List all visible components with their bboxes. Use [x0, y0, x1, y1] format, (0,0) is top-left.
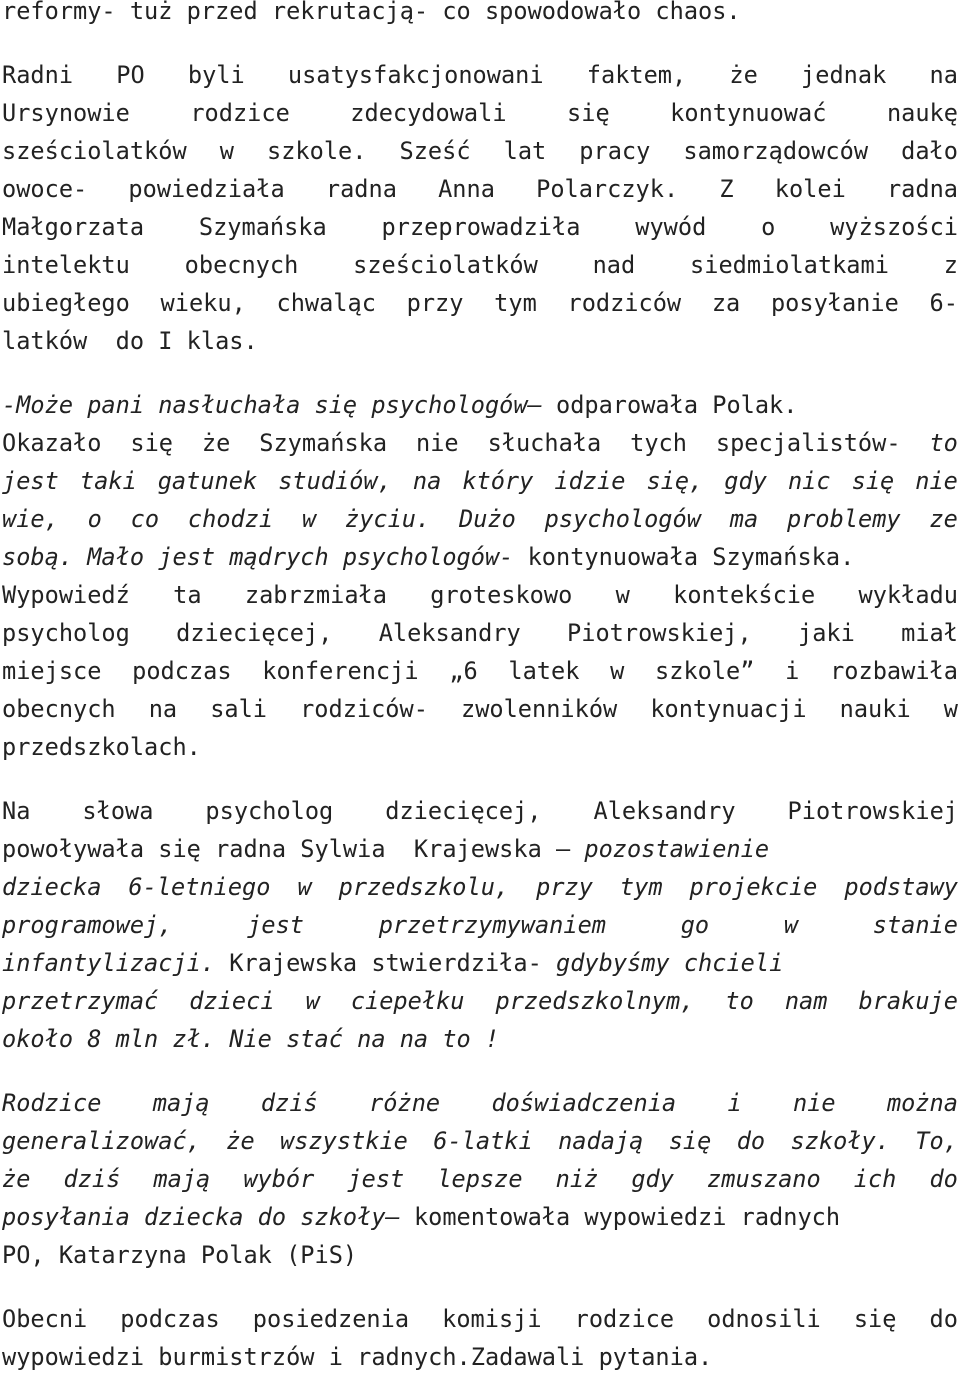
word: w — [301, 505, 317, 533]
word: samorządowców — [683, 137, 869, 165]
justified-line — [2, 208, 958, 246]
word: groteskowo — [430, 581, 573, 609]
word: do — [929, 1305, 958, 1333]
word: psycholog — [205, 797, 334, 825]
word: miał — [901, 619, 958, 647]
word: i — [727, 1089, 742, 1117]
word: „6 — [449, 657, 478, 685]
plain-text: powoływała się radna Sylwia Krajewska – — [2, 835, 585, 863]
word: sześciolatków — [353, 251, 538, 279]
word: tych — [630, 429, 687, 457]
paragraph-intro-tail — [2, 0, 958, 30]
word: brakuje — [858, 987, 958, 1015]
word: tym — [619, 873, 663, 901]
word: radna — [886, 175, 958, 203]
paragraph-radni-po — [2, 56, 958, 360]
word: ubiegłego — [2, 289, 130, 317]
paragraph-krajewska — [2, 792, 958, 1058]
word: kolei — [774, 175, 846, 203]
word: kontekście — [673, 581, 816, 609]
word: Sześć — [399, 137, 471, 165]
word: ciepełku — [350, 987, 465, 1015]
italic-quote: posyłania dziecka do szkoły– — [2, 1203, 400, 1231]
word: jest — [2, 467, 59, 495]
word: przy — [536, 873, 593, 901]
word: o — [761, 213, 776, 241]
justified-line — [2, 284, 958, 322]
word: nic — [787, 467, 831, 495]
word: w — [943, 695, 958, 723]
word: Szymańska — [259, 429, 388, 457]
word: Aleksandry — [378, 619, 521, 647]
word: wieku, — [160, 289, 246, 317]
word: w — [305, 987, 320, 1015]
paragraph-gap — [2, 1274, 958, 1300]
word: szkole. — [267, 137, 367, 165]
justified-line — [2, 906, 958, 944]
italic-quote: infantylizacji. — [2, 949, 216, 977]
italic-quote: to — [929, 429, 958, 457]
justified-line — [2, 56, 958, 94]
word: nie — [416, 429, 459, 457]
word: rodziców — [567, 289, 682, 317]
word: PO — [116, 61, 145, 89]
word: przetrzymać — [2, 987, 159, 1015]
justified-line — [2, 792, 958, 830]
word: dzieci — [189, 987, 275, 1015]
paragraph-gap — [2, 1058, 958, 1084]
justified-line — [2, 868, 958, 906]
word: generalizować, — [2, 1127, 201, 1155]
word: że — [226, 1127, 255, 1155]
word: nie — [792, 1089, 836, 1117]
justified-line — [2, 170, 958, 208]
word: nie — [915, 467, 958, 495]
word: Aleksandry — [593, 797, 736, 825]
text-line: wypowiedzi burmistrzów i radnych.Zadawali pytania. — [2, 1343, 713, 1371]
word: niż — [555, 1165, 599, 1193]
word: się — [668, 1127, 712, 1155]
word: Anna — [438, 175, 495, 203]
word: Małgorzata — [2, 213, 145, 241]
word: wykładu — [858, 581, 958, 609]
word: do — [736, 1127, 766, 1155]
word: rozbawiła — [830, 657, 958, 685]
word: wszystkie — [280, 1127, 408, 1155]
word: przedszkolu, — [338, 873, 510, 901]
word: dziecka — [2, 873, 102, 901]
word: idzie — [554, 467, 626, 495]
word: wyższości — [830, 213, 958, 241]
word: kontynuować — [670, 99, 827, 127]
text-line — [2, 386, 958, 424]
text-line — [2, 944, 958, 982]
word: pracy — [579, 137, 651, 165]
plain-text: odparowała Polak. — [541, 391, 798, 419]
word: zabrzmiała — [244, 581, 387, 609]
word: dziś — [260, 1089, 318, 1117]
word: lepsze — [437, 1165, 523, 1193]
word: się — [853, 1305, 897, 1333]
justified-line — [2, 500, 958, 538]
word: 6- — [929, 289, 958, 317]
justified-line — [2, 1084, 958, 1122]
word: 6-latki — [433, 1127, 533, 1155]
word: na — [412, 467, 442, 495]
word: że — [729, 61, 758, 89]
word: Okazało — [2, 429, 102, 457]
word: Szymańska — [198, 213, 327, 241]
word: Rodzice — [2, 1089, 102, 1117]
word: się — [851, 467, 895, 495]
word: lat — [503, 137, 547, 165]
word: tym — [494, 289, 537, 317]
justified-line — [2, 614, 958, 652]
word: w — [615, 581, 630, 609]
word: w — [610, 657, 625, 685]
word: mają — [152, 1089, 210, 1117]
word: miejsce — [2, 657, 102, 685]
word: podstawy — [844, 873, 958, 901]
word: ich — [853, 1165, 897, 1193]
word: Na — [2, 797, 31, 825]
word: owoce- — [2, 175, 88, 203]
word: rodzice — [574, 1305, 675, 1333]
word: i — [785, 657, 800, 685]
plain-text: kontynuowała Szymańska. — [513, 543, 855, 571]
word: z — [943, 251, 958, 279]
word: podczas — [132, 657, 232, 685]
word: przeprowadziła — [381, 213, 581, 241]
word: dziecięcej, — [176, 619, 333, 647]
word: gatunek — [157, 467, 258, 495]
paragraph-gap — [2, 360, 958, 386]
word: co — [130, 505, 160, 533]
paragraph-polak — [2, 1084, 958, 1274]
word: posiedzenia — [252, 1305, 410, 1333]
word: sześciolatków — [2, 137, 187, 165]
word: jednak — [801, 61, 887, 89]
justified-line — [2, 1300, 958, 1338]
word: Piotrowskiej, — [567, 619, 752, 647]
word: wie, — [2, 505, 59, 533]
word: specjalistów- — [715, 429, 901, 457]
word: o — [87, 505, 102, 533]
italic-quote: -Może pani nasłuchała się psychologów– — [2, 391, 542, 419]
paragraph-gap — [2, 766, 958, 792]
word: problemy — [786, 505, 901, 533]
word: posyłanie — [770, 289, 899, 317]
word: komisji — [442, 1305, 542, 1333]
word: zmuszano — [707, 1165, 821, 1193]
word: nam — [784, 987, 828, 1015]
word: że — [201, 429, 231, 457]
word: Radni — [2, 61, 74, 89]
word: Obecni — [2, 1305, 88, 1333]
word: latek — [508, 657, 580, 685]
italic-quote: pozostawienie — [584, 835, 770, 863]
text-line: latków do I klas. — [2, 327, 258, 355]
word: Wypowiedź — [2, 581, 130, 609]
word: słowa — [82, 797, 154, 825]
text-line: reformy- tuż przed rekrutacją- co spowodowało chaos. — [2, 0, 741, 25]
word: podczas — [120, 1305, 220, 1333]
word: Dużo — [459, 505, 516, 533]
word: konferencji — [262, 657, 419, 685]
word: w — [297, 873, 312, 901]
word: gdy — [631, 1165, 674, 1193]
word: dziecięcej, — [385, 797, 542, 825]
word: obecnych — [184, 251, 299, 279]
word: Piotrowskiej — [787, 797, 958, 825]
word: na — [929, 61, 958, 89]
word: studiów, — [278, 467, 392, 495]
word: się — [567, 99, 610, 127]
word: słuchała — [487, 429, 602, 457]
word: ma — [729, 505, 759, 533]
paragraph-szymanska — [2, 386, 958, 766]
word: powiedziała — [128, 175, 285, 203]
justified-line — [2, 1160, 958, 1198]
word: Polarczyk. — [536, 175, 679, 203]
word: w — [219, 137, 234, 165]
word: siedmiolatkami — [690, 251, 889, 279]
word: go — [680, 911, 710, 939]
word: dało — [901, 137, 958, 165]
word: gdy — [724, 467, 767, 495]
word: doświadczenia — [491, 1089, 677, 1117]
justified-line — [2, 132, 958, 170]
word: to — [725, 987, 754, 1015]
word: szkoły. — [790, 1127, 890, 1155]
text-line — [2, 1198, 958, 1236]
word: Z — [719, 175, 734, 203]
word: faktem, — [586, 61, 687, 89]
word: naukę — [886, 99, 958, 127]
word: To, — [915, 1127, 958, 1155]
word: rodzice — [190, 99, 290, 127]
justified-line — [2, 982, 958, 1020]
word: na — [148, 695, 178, 723]
word: przetrzymywaniem — [378, 911, 606, 939]
text-line: przedszkolach. — [2, 733, 201, 761]
word: w — [783, 911, 799, 939]
word: jaki — [798, 619, 855, 647]
word: się, — [646, 467, 704, 495]
paragraph-gap — [2, 30, 958, 56]
word: nauki — [839, 695, 911, 723]
word: byli — [187, 61, 245, 89]
word: ta — [173, 581, 202, 609]
justified-line — [2, 94, 958, 132]
word: za — [711, 289, 741, 317]
word: życiu. — [344, 505, 431, 533]
word: projekcie — [689, 873, 818, 901]
word: Ursynowie — [2, 99, 130, 127]
justified-line — [2, 652, 958, 690]
word: obecnych — [2, 695, 116, 723]
word: zdecydowali — [350, 99, 507, 127]
word: dziś — [63, 1165, 121, 1193]
justified-line — [2, 424, 958, 462]
word: mają — [153, 1165, 211, 1193]
justified-line — [2, 576, 958, 614]
word: sali — [210, 695, 268, 723]
word: jest — [347, 1165, 405, 1193]
word: chwaląc — [276, 289, 376, 317]
paragraph-obecni — [2, 1300, 958, 1376]
word: że — [2, 1165, 31, 1193]
word: odnosili — [707, 1305, 821, 1333]
word: psycholog — [2, 619, 130, 647]
italic-quote: gdybyśmy chcieli — [541, 949, 784, 977]
word: nad — [592, 251, 636, 279]
word: rodziców- — [300, 695, 428, 723]
italic-quote: sobą. Mało jest mądrych psychologów- — [2, 543, 514, 571]
word: stanie — [872, 911, 958, 939]
word: wybór — [243, 1165, 315, 1193]
justified-line — [2, 690, 958, 728]
justified-line — [2, 246, 958, 284]
word: zwolenników — [460, 695, 618, 723]
word: nadają — [558, 1127, 644, 1155]
word: ze — [929, 505, 958, 533]
plain-text: komentowała wypowiedzi radnych — [399, 1203, 841, 1231]
word: przy — [406, 289, 464, 317]
word: programowej, — [2, 911, 173, 939]
word: do — [929, 1165, 958, 1193]
word: różne — [369, 1089, 441, 1117]
word: można — [886, 1089, 958, 1117]
plain-text: Krajewska stwierdziła- — [215, 949, 542, 977]
text-line: około 8 mln zł. Nie stać na na to ! — [2, 1025, 500, 1053]
justified-line — [2, 462, 958, 500]
word: taki — [79, 467, 137, 495]
word: radna — [325, 175, 397, 203]
text-line — [2, 538, 958, 576]
word: szkole” — [655, 657, 755, 685]
word: wywód — [635, 213, 707, 241]
word: intelektu — [2, 251, 130, 279]
word: przedszkolnym, — [495, 987, 695, 1015]
justified-line — [2, 1122, 958, 1160]
word: chodzi — [187, 505, 274, 533]
text-line — [2, 830, 958, 868]
word: usatysfakcjonowani — [287, 61, 544, 89]
word: jest — [247, 911, 304, 939]
word: 6-letniego — [128, 873, 271, 901]
word: kontynuacji — [650, 695, 807, 723]
word: psychologów — [544, 505, 701, 533]
word: się — [130, 429, 173, 457]
text-line: PO, Katarzyna Polak (PiS) — [2, 1241, 358, 1269]
word: który — [462, 467, 534, 495]
